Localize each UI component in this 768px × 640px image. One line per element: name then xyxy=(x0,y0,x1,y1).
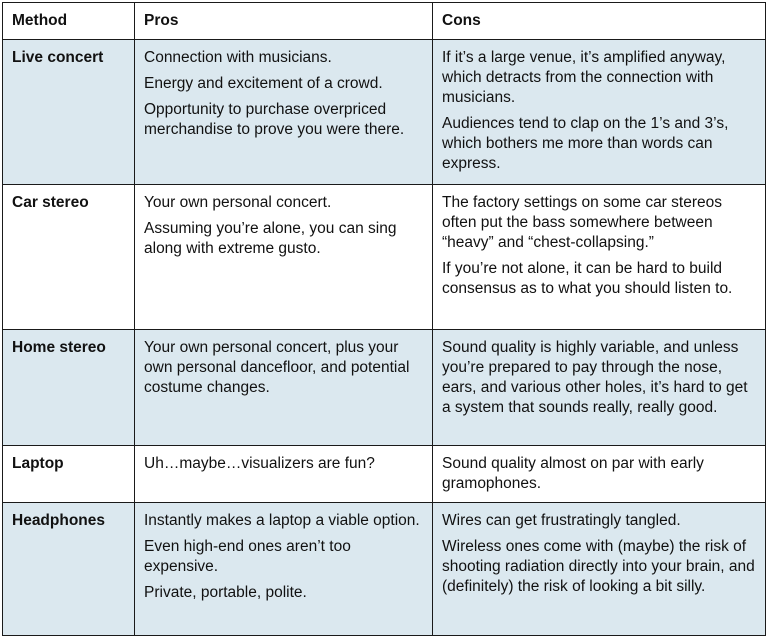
cons-cell xyxy=(433,446,766,502)
pros-cell xyxy=(135,446,433,502)
method-cell: Laptop xyxy=(3,446,135,502)
table-row-car-stereo xyxy=(3,185,766,329)
cons-item: If it’s a large venue, it’s amplified anyway, which detracts from the connection with musicians. xyxy=(442,49,726,106)
cons-cell xyxy=(433,329,766,445)
pros-item: Even high-end ones aren’t too expensive. xyxy=(144,537,351,575)
method-cell: Headphones xyxy=(3,502,135,635)
pros-cell xyxy=(135,329,433,445)
cons-item: Sound quality almost on par with early gramophones. xyxy=(442,455,704,493)
pros-item: Private, portable, polite. xyxy=(144,583,307,601)
pros-cell xyxy=(135,40,433,185)
pros-item: Opportunity to purchase overpriced merchandise to prove you were there. xyxy=(144,101,405,138)
cons-item: The factory settings on some car stereos often put the bass somewhere between “heavy” and “chest-collapsing.” xyxy=(442,194,722,252)
pros-item: Uh…maybe…visualizers are fun? xyxy=(144,455,375,473)
pros-item: Assuming you’re alone, you can sing along with extreme gusto. xyxy=(144,220,397,258)
method-cell: Car stereo xyxy=(3,185,135,329)
method-cell: Home stereo xyxy=(3,329,135,445)
pros-cell xyxy=(135,502,433,635)
pros-item: Instantly makes a laptop a viable option. xyxy=(144,511,420,529)
header-method: Method xyxy=(3,3,135,40)
cons-item: Audiences tend to clap on the 1’s and 3’s, which bothers me more than words can express. xyxy=(442,115,729,172)
pros-item: Connection with musicians. xyxy=(144,49,332,66)
comparison-table-container xyxy=(2,2,765,636)
cons-cell xyxy=(433,40,766,185)
method-cell: Live concert xyxy=(3,40,135,185)
cons-item: If you’re not alone, it can be hard to build consensus as to what you should listen to. xyxy=(442,260,733,298)
pros-item: Energy and excitement of a crowd. xyxy=(144,75,383,92)
pros-cell xyxy=(135,185,433,329)
table-row-headphones xyxy=(3,502,766,635)
header-pros: Pros xyxy=(135,3,433,40)
table-row-home-stereo xyxy=(3,329,766,445)
table-row-live-concert xyxy=(3,40,766,185)
pros-item: Your own personal concert, plus your own personal dancefloor, and potential costume changes. xyxy=(144,338,410,396)
header-row xyxy=(3,3,766,40)
cons-cell xyxy=(433,185,766,329)
cons-item: Wireless ones come with (maybe) the risk of shooting radiation directly into your brain, and (definitely) the risk of looking a bit silly. xyxy=(442,537,755,595)
header-cons: Cons xyxy=(433,3,766,40)
comparison-table xyxy=(2,2,766,636)
pros-item: Your own personal concert. xyxy=(144,194,332,212)
cons-item: Wires can get frustratingly tangled. xyxy=(442,511,681,529)
cons-item: Sound quality is highly variable, and unless you’re prepared to pay through the nose, ears, and various other holes, it’s hard to get a system that sounds really, really good. xyxy=(442,338,748,416)
table-row-laptop xyxy=(3,446,766,502)
cons-cell xyxy=(433,502,766,635)
